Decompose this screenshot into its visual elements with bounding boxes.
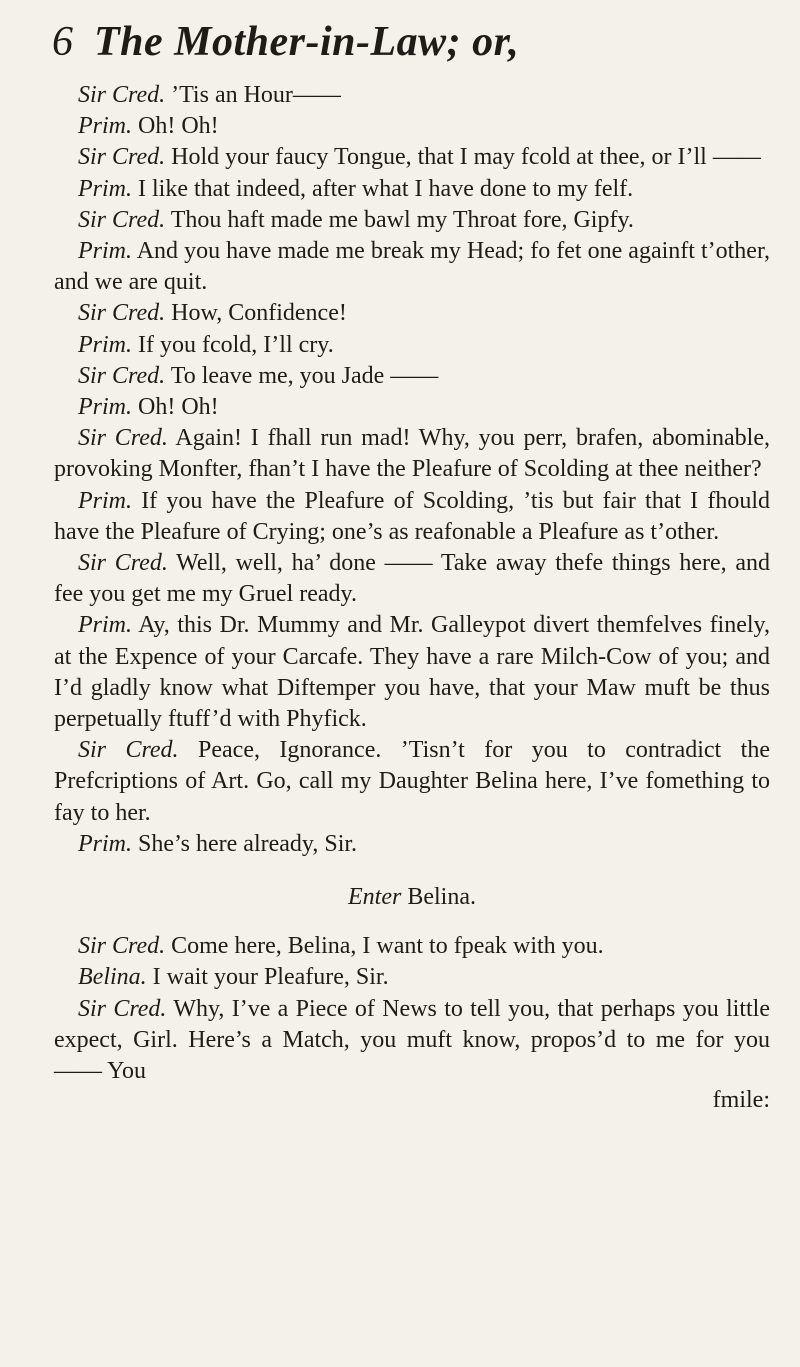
dialogue-line (54, 931, 770, 962)
dialogue-text: She’s here already, Sir. (138, 830, 358, 857)
dialogue-text: Why, I’ve a Piece of News to tell you, that perhaps you little expect, Girl. Here’s a Match, you muft know, propos’d to me for you —— You (54, 995, 770, 1085)
dialogue-text: Thou haft made me bawl my Throat fore, Gipfy. (170, 206, 634, 233)
dialogue-line (54, 962, 770, 993)
running-head (54, 14, 770, 70)
dialogue-text: Ay, this Dr. Mummy and Mr. Galleypot divert themfelves finely, at the Expence of your Carcafe. They have a rare Milch-Cow of you; and I’d gladly know what Diftemper you have, that your Maw muft be thus perpetually ftuff’d with Phyfick. (54, 612, 770, 733)
speaker-name: Belina. (78, 964, 147, 991)
speaker-name: Prim. (78, 175, 132, 202)
stage-character: Belina. (407, 884, 476, 911)
dialogue-line (54, 174, 770, 205)
dialogue-line (54, 829, 770, 860)
dialogue-text: ’Tis an Hour—— (171, 82, 341, 108)
stage-direction (54, 882, 770, 913)
speaker-name: Sir Cred. (78, 144, 166, 171)
speaker-name: Sir Cred. (78, 82, 166, 108)
dialogue-line (54, 298, 770, 329)
dialogue-line (54, 548, 770, 610)
dialogue-line (54, 205, 770, 236)
dialogue-text: I wait your Pleafure, Sir. (152, 964, 389, 991)
speaker-name: Sir Cred. (78, 550, 168, 577)
dialogue-line (54, 392, 770, 423)
dialogue-line (54, 236, 770, 298)
dialogue-line (54, 361, 770, 392)
dialogue-line (54, 486, 770, 548)
speaker-name: Sir Cred. (78, 933, 166, 960)
speaker-name: Sir Cred. (78, 362, 166, 389)
dialogue-text: How, Confidence! (171, 300, 347, 327)
dialogue-line (54, 610, 770, 735)
dialogue-text: And you have made me break my Head; fo fet one againft t’other, and we are quit. (54, 238, 770, 296)
speaker-name: Prim. (78, 113, 132, 140)
speaker-name: Prim. (78, 238, 132, 265)
catchword: fmile: (712, 1087, 770, 1114)
speaker-name: Sir Cred. (78, 425, 168, 452)
speaker-name: Sir Cred. (78, 995, 167, 1022)
speaker-name: Prim. (78, 331, 132, 358)
dialogue-text: Come here, Belina, I want to fpeak with you. (171, 933, 604, 960)
page-number: 6 (52, 19, 73, 65)
dialogue-text: Oh! Oh! (138, 394, 219, 421)
dialogue-text: To leave me, you Jade —— (170, 362, 439, 389)
speaker-name: Sir Cred. (78, 300, 166, 327)
speaker-name: Sir Cred. (78, 737, 179, 764)
dialogue-line (54, 330, 770, 361)
dialogue-text: Again! I fhall run mad! Why, you perr, brafen, abominable, provoking Monfter, fhan’t I have the Pleafure of Scolding at thee neither? (54, 425, 770, 483)
dialogue-line (54, 111, 770, 142)
play-text (54, 80, 770, 1117)
dialogue-line (54, 142, 770, 173)
dialogue-text: Well, well, ha’ done —— Take away thefe things here, and fee you get me my Gruel ready. (54, 550, 770, 608)
speaker-name: Prim. (78, 830, 132, 857)
dialogue-line (54, 423, 770, 485)
speaker-name: Prim. (78, 394, 132, 421)
speaker-name: Sir Cred. (78, 206, 166, 233)
running-title: The Mother-in-Law; or, (94, 19, 520, 65)
dialogue-line (54, 735, 770, 829)
dialogue-text: Hold your faucy Tongue, that I may fcold at thee, or I’ll —— (171, 144, 761, 171)
dialogue-text: Peace, Ignorance. ’Tisn’t for you to contradict the Prefcriptions of Art. Go, call my Daughter Belina here, I’ve fomething to fay to her. (54, 737, 770, 826)
dialogue-line (54, 80, 770, 111)
dialogue-text: If you have the Pleafure of Scolding, ’tis but fair that I fhould have the Pleafure of Crying; one’s as reafonable a Pleafure as t’other. (54, 487, 771, 545)
stage-enter: Enter (348, 884, 402, 911)
dialogue-text: I like that indeed, after what I have done to my felf. (138, 175, 634, 202)
speaker-name: Prim. (78, 612, 132, 639)
dialogue-text: If you fcold, I’ll cry. (138, 331, 334, 358)
speaker-name: Prim. (78, 487, 132, 514)
dialogue-text: Oh! Oh! (138, 113, 219, 140)
dialogue-line (54, 994, 770, 1088)
